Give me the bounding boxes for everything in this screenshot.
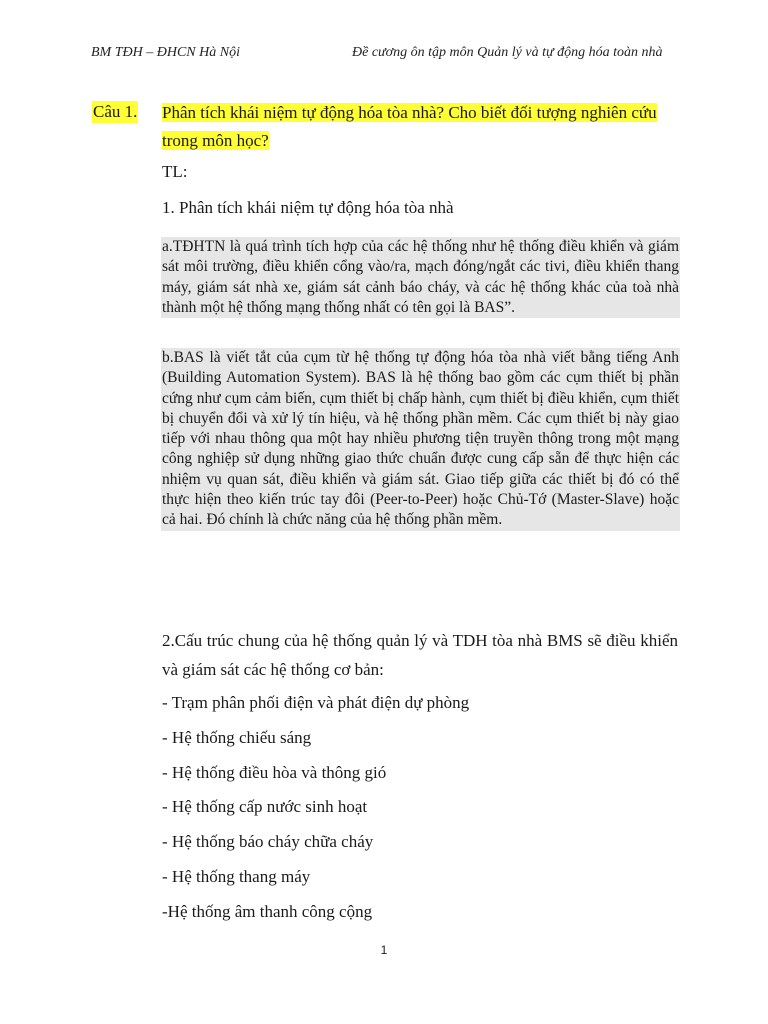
paragraph-a: a.TĐHTN là quá trình tích hợp của các hệ thống như hệ thống điều khiển và giám sát môi trường, điều khiển cổng vào/ra, mạch đóng/ngắt các tivi, điều khiển thang máy, giám sát nhà xe, giám sát cảnh báo cháy, và các hệ thống khác của toà nhà thành một hệ thống mạng thống nhất có tên gọi là BAS”. — [161, 237, 680, 318]
question-line-2: trong môn học? — [162, 131, 269, 150]
list-item: - Hệ thống thang máy — [162, 866, 311, 886]
list-item: - Trạm phân phối điện và phát điện dự phòng — [162, 693, 470, 712]
question-number: Câu 1. — [93, 102, 138, 121]
section1-heading: 1. Phân tích khái niệm tự động hóa tòa nhà — [162, 198, 454, 217]
systems-list — [162, 688, 678, 932]
list-item: - Hệ thống chiếu sáng — [162, 727, 312, 747]
header-left: BM TĐH – ĐHCN Hà Nội — [91, 45, 240, 60]
question-text — [162, 99, 680, 155]
paragraph-b: b.BAS là viết tắt của cụm từ hệ thống tự động hóa tòa nhà viết bằng tiếng Anh (Building Automation System). BAS là hệ thống bao gồm các cụm thiết bị phần cứng như cụm cảm biến, cụm thiết bị chấp hành, cụm thiết bị điều khiển, cụm thiết bị chuyển đổi và xử lý tín hiệu, và hệ thống phần mềm. Các cụm thiết bị này giao tiếp với nhau thông qua một hay nhiều phương tiện truyền thông trong một mạng công nghiệp sử dụng những giao thức chuẩn được cung cấp sẵn để thực hiện các nhiệm vụ quan sát, điều khiển và giám sát. Giao tiếp giữa các thiết bị đó có thể thực hiện theo kiến trúc tay đôi (Peer-to-Peer) hoặc Chủ-Tớ (Master-Slave) hoặc cả hai. Đó chính là chức năng của hệ thống phần mềm. — [161, 348, 680, 531]
page-number: 1 — [380, 943, 388, 957]
list-item: - Hệ thống điều hòa và thông gió — [162, 762, 387, 782]
list-item: - Hệ thống cấp nước sinh hoạt — [162, 797, 368, 817]
answer-label: TL: — [162, 162, 188, 181]
list-item: - Hệ thống báo cháy chữa cháy — [162, 832, 374, 852]
question-line-1: Phân tích khái niệm tự động hóa tòa nhà? Cho biết đối tượng nghiên cứu — [162, 103, 657, 122]
header-right: Đề cương ôn tập môn Quản lý và tự động hóa toàn nhà — [352, 45, 663, 60]
list-item: -Hệ thống âm thanh công cộng — [162, 901, 373, 921]
section2-intro: 2.Cấu trúc chung của hệ thống quản lý và TDH tòa nhà BMS sẽ điều khiển và giám sát các hệ thống cơ bản: — [162, 631, 678, 679]
